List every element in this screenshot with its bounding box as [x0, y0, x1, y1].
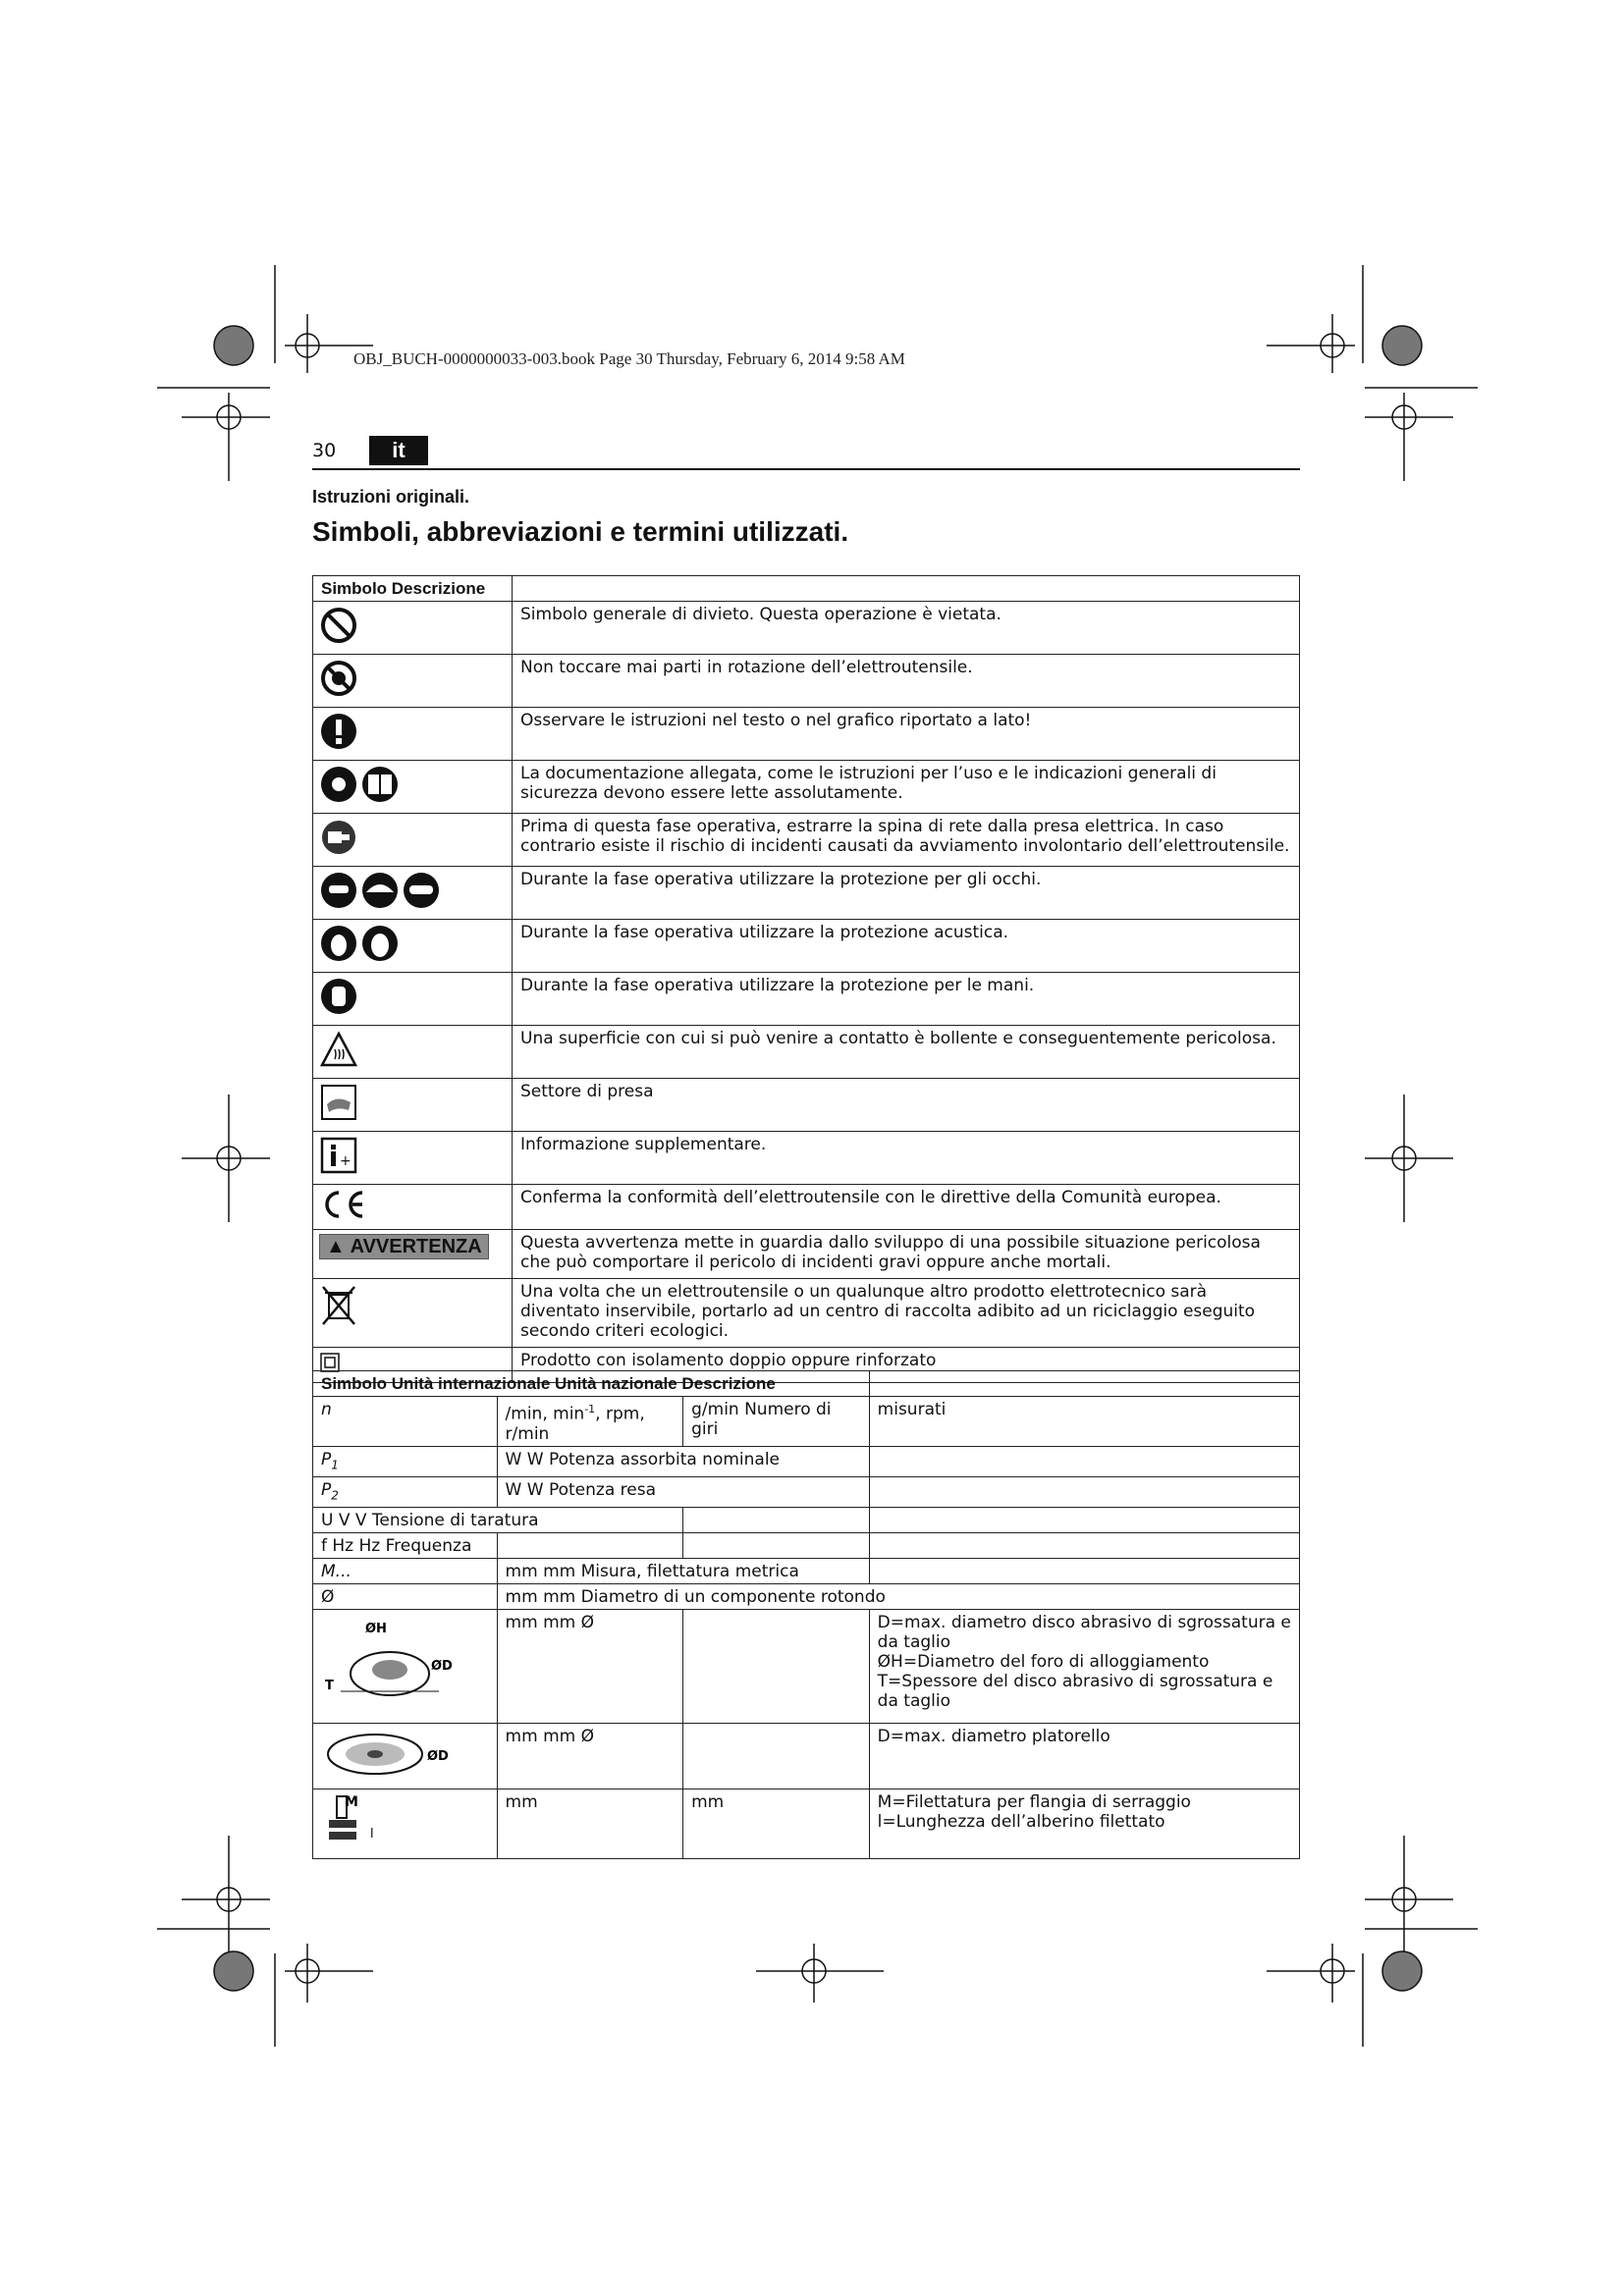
- unit-symbol-sub: 2: [331, 1488, 339, 1503]
- table-row: [313, 1185, 1300, 1230]
- units-header-cell: Simbolo Unità internazionale Unità nazionale Descrizione: [313, 1371, 870, 1397]
- row-description: La documentazione allegata, come le istruzioni per l’uso e le indicazioni generali di sicurezza devono essere lette assolutamente.: [513, 761, 1300, 814]
- read-manual-icon: [313, 761, 513, 814]
- table-row: [313, 973, 1300, 1026]
- unit-international: [497, 1397, 683, 1447]
- symbols-table-header: [313, 576, 1300, 602]
- row-description: Durante la fase operativa utilizzare la protezione acustica.: [513, 920, 1300, 973]
- symbols-table: [312, 575, 1300, 1383]
- row-description: Questa avvertenza mette in guardia dallo sviluppo di una possibile situazione pericolosa che può comportare il pericolo di incidenti gravi oppure anche mortali.: [513, 1230, 1300, 1279]
- unit-description: [869, 1533, 1299, 1559]
- warning-text: AVVERTENZA: [350, 1236, 482, 1257]
- unit-national: [683, 1724, 870, 1789]
- table-row: [313, 602, 1300, 655]
- table-row: [313, 1446, 1300, 1476]
- svg-text:M: M: [345, 1794, 358, 1811]
- units-table: [312, 1370, 1300, 1859]
- hand-protection-icon: [313, 973, 513, 1026]
- row-description: Settore di presa: [513, 1079, 1300, 1132]
- svg-text:ØD: ØD: [427, 1749, 449, 1765]
- table-row: [313, 1508, 1300, 1533]
- unit-international: mm mm Ø: [497, 1610, 683, 1724]
- unit-description: [869, 1789, 1299, 1859]
- unit-international: [497, 1533, 683, 1559]
- unit-symbol-text: P: [321, 1480, 332, 1501]
- symbols-header-cell: Simbolo Descrizione: [313, 576, 513, 602]
- row-description: Simbolo generale di divieto. Questa operazione è vietata.: [513, 602, 1300, 655]
- table-row: [313, 1559, 1300, 1584]
- unit-international: mm: [497, 1789, 683, 1859]
- unit-national: [683, 1533, 870, 1559]
- grip-area-icon: [313, 1079, 513, 1132]
- table-row: [313, 1789, 1300, 1859]
- unplug-icon: [313, 814, 513, 867]
- row-description: Osservare le istruzioni nel testo o nel grafico riportato a lato!: [513, 708, 1300, 761]
- row-description: Durante la fase operativa utilizzare la protezione per le mani.: [513, 973, 1300, 1026]
- unit-description: [869, 1477, 1299, 1508]
- ear-protection-icon: [313, 920, 513, 973]
- symbols-header-empty: [513, 576, 1300, 602]
- unit-international: mm mm Diametro di un componente rotondo: [497, 1584, 1299, 1610]
- svg-text:ØH: ØH: [365, 1622, 387, 1637]
- desc-line: T=Spessore del disco abrasivo di sgrossatura e da taglio: [877, 1672, 1273, 1712]
- unit-symbol: M...: [313, 1559, 498, 1584]
- row-description: Conferma la conformità dell’elettroutensile con le direttive della Comunità europea.: [513, 1185, 1300, 1230]
- table-row: [313, 1610, 1300, 1724]
- unit-description: [869, 1446, 1299, 1476]
- warning-badge: [319, 1234, 489, 1259]
- language-badge: it: [369, 436, 428, 465]
- spindle-thread-icon: [313, 1789, 498, 1859]
- unit-symbol: U V V Tensione di taratura: [313, 1508, 683, 1533]
- page-title: Simboli, abbreviazioni e termini utilizzati.: [312, 516, 849, 547]
- table-row: [313, 1026, 1300, 1079]
- warning-triangle-icon: ▲: [326, 1236, 346, 1257]
- unit-symbol: Ø: [313, 1584, 498, 1610]
- desc-line: M=Filettatura per flangia di serraggio: [877, 1792, 1191, 1813]
- weee-bin-icon: [313, 1279, 513, 1348]
- table-row: [313, 761, 1300, 814]
- unit-description: [869, 1610, 1299, 1724]
- desc-line: D=max. diametro disco abrasivo di sgrossatura e da taglio: [877, 1613, 1291, 1653]
- units-table-header: [313, 1371, 1300, 1397]
- disc-dimensions-icon: [313, 1610, 498, 1724]
- table-row: [313, 814, 1300, 867]
- eye-protection-icon: [313, 867, 513, 920]
- table-row: [313, 1132, 1300, 1185]
- row-description: Non toccare mai parti in rotazione dell’elettroutensile.: [513, 655, 1300, 708]
- table-row: [313, 655, 1300, 708]
- unit-description: misurati: [869, 1397, 1299, 1447]
- unit-symbol: f Hz Hz Frequenza: [313, 1533, 498, 1559]
- table-row: [313, 1397, 1300, 1447]
- table-row: [313, 1079, 1300, 1132]
- svg-text:+: +: [340, 1153, 352, 1169]
- table-row: [313, 708, 1300, 761]
- book-header-line: OBJ_BUCH-0000000033-003.book Page 30 Thursday, February 6, 2014 9:58 AM: [353, 349, 905, 368]
- info-icon: [313, 1132, 513, 1185]
- unit-national: g/min Numero di giri: [683, 1397, 870, 1447]
- unit-symbol: [313, 1477, 498, 1508]
- unit-symbol-text: P: [321, 1449, 332, 1469]
- unit-description: D=max. diametro platorello: [869, 1724, 1299, 1789]
- unit-national: mm: [683, 1789, 870, 1859]
- section-subtitle: Istruzioni originali.: [312, 487, 470, 507]
- unit-national: [683, 1610, 870, 1724]
- row-description: Una volta che un elettroutensile o un qualunque altro prodotto elettrotecnico sarà diventato inservibile, portarlo ad un centro di raccolta adibito ad un riciclaggio eseguito secondo criteri ecologici.: [513, 1279, 1300, 1348]
- exclamation-icon: [313, 708, 513, 761]
- svg-text:l: l: [370, 1827, 374, 1842]
- unit-intl-rest: , rpm, r/min: [505, 1404, 645, 1444]
- page-number: 30: [312, 440, 337, 461]
- unit-international: mm mm Ø: [497, 1724, 683, 1789]
- unit-symbol: n: [313, 1397, 498, 1447]
- table-row: [313, 1533, 1300, 1559]
- header-rule: [312, 468, 1300, 470]
- backing-pad-icon: [313, 1724, 498, 1789]
- desc-line: ØH=Diametro del foro di alloggiamento: [877, 1652, 1210, 1673]
- unit-intl-sup: -1: [584, 1403, 596, 1415]
- unit-description: [869, 1559, 1299, 1584]
- warning-label: [313, 1230, 513, 1279]
- unit-description: [869, 1508, 1299, 1533]
- table-row: [313, 867, 1300, 920]
- row-description: Informazione supplementare.: [513, 1132, 1300, 1185]
- table-row: [313, 920, 1300, 973]
- table-row: [313, 1279, 1300, 1348]
- row-description: Una superficie con cui si può venire a contatto è bollente e conseguentemente pericolosa.: [513, 1026, 1300, 1079]
- table-row: [313, 1584, 1300, 1610]
- unit-international: W W Potenza assorbita nominale: [497, 1446, 869, 1476]
- table-row: [313, 1230, 1300, 1279]
- unit-national: [683, 1508, 870, 1533]
- unit-intl-text: /min, min: [505, 1404, 585, 1424]
- unit-symbol-sub: 1: [331, 1458, 339, 1472]
- ce-mark-icon: [313, 1185, 513, 1230]
- row-description: Prima di questa fase operativa, estrarre la spina di rete dalla presa elettrica. In caso contrario esiste il rischio di incidenti causati da avviamento involontario dell’elettroutensile.: [513, 814, 1300, 867]
- row-description: Durante la fase operativa utilizzare la protezione per gli occhi.: [513, 867, 1300, 920]
- units-header-empty: [869, 1371, 1299, 1397]
- table-row: [313, 1477, 1300, 1508]
- desc-line: l=Lunghezza dell’alberino filettato: [877, 1812, 1165, 1833]
- prohibition-icon: [313, 602, 513, 655]
- unit-symbol: [313, 1446, 498, 1476]
- unit-international: mm mm Misura, filettatura metrica: [497, 1559, 869, 1584]
- hot-surface-icon: [313, 1026, 513, 1079]
- svg-text:T: T: [325, 1679, 334, 1694]
- table-row: [313, 1724, 1300, 1789]
- row-description: Prodotto con isolamento doppio oppure rinforzato: [513, 1348, 1300, 1383]
- do-not-touch-rotating-icon: [313, 655, 513, 708]
- unit-international: W W Potenza resa: [497, 1477, 869, 1508]
- svg-text:ØD: ØD: [431, 1659, 453, 1675]
